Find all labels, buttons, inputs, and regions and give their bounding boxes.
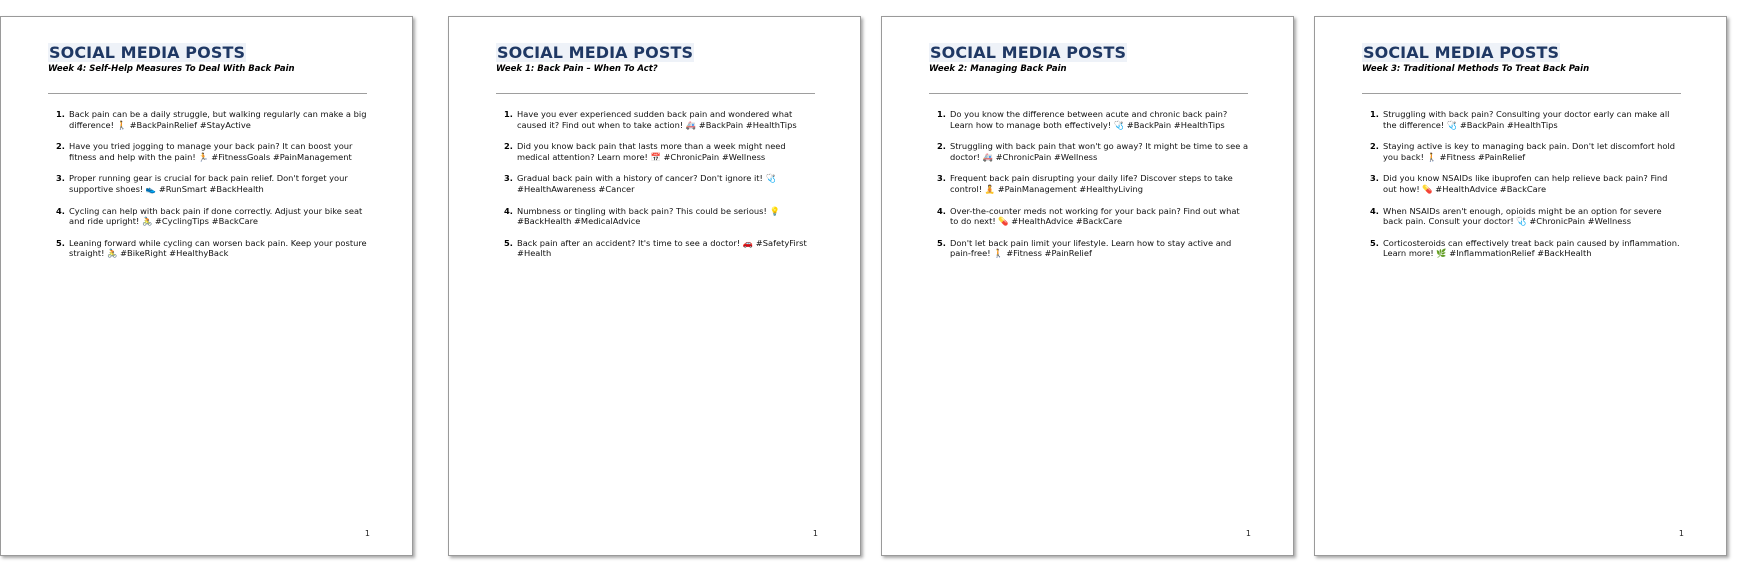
page-title: SOCIAL MEDIA POSTS (930, 43, 1127, 62)
list-item (929, 206, 1250, 227)
list-item (496, 238, 817, 259)
post-text: Cycling can help with back pain if done correctly. Adjust your bike seat and ride upright! 🚴 #CyclingTips #BackCare (69, 205, 363, 227)
list-item (48, 238, 369, 259)
page-subtitle: Week 2: Managing Back Pain (929, 64, 1067, 74)
document-page (881, 16, 1294, 556)
post-number: 4. (937, 205, 946, 216)
post-number: 2. (937, 141, 946, 152)
post-text: Over-the-counter meds not working for your back pain? Find out what to do next! 💊 #HealthAdvice #BackCare (950, 205, 1240, 227)
page-number: 1 (1678, 529, 1684, 538)
page-subtitle: Week 3: Traditional Methods To Treat Back Pain (1362, 64, 1590, 74)
post-number: 5. (56, 237, 65, 248)
list-item (929, 109, 1250, 130)
post-number: 4. (1370, 205, 1379, 216)
list-item (1362, 238, 1683, 259)
divider (929, 93, 1248, 94)
post-number: 3. (1370, 173, 1379, 184)
post-text: Back pain after an accident? It's time to see a doctor! 🚗 #SafetyFirst #Health (517, 237, 807, 259)
post-number: 4. (504, 205, 513, 216)
post-text: Did you know NSAIDs like ibuprofen can help relieve back pain? Find out how! 💊 #HealthAdvice #BackCare (1383, 173, 1668, 194)
divider (48, 93, 367, 94)
divider (1362, 93, 1681, 94)
post-number: 3. (56, 173, 65, 184)
post-number: 1. (1370, 109, 1379, 119)
post-text: Proper running gear is crucial for back pain relief. Don't forget your supportive shoes! 👟 #RunSmart #BackHealth (69, 173, 348, 194)
list-item (1362, 141, 1683, 162)
post-text: When NSAIDs aren't enough, opioids might be an option for severe back pain. Consult your doctor! 🩺 #ChronicPain #Wellness (1383, 205, 1662, 227)
list-item (496, 206, 817, 227)
post-number: 1. (56, 109, 65, 119)
post-number: 2. (1370, 141, 1379, 152)
list-item (48, 206, 369, 227)
post-text: Leaning forward while cycling can worsen back pain. Keep your posture straight! 🚴 #BikeRight #HealthyBack (69, 237, 367, 259)
page-number: 1 (364, 529, 370, 538)
list-item (929, 141, 1250, 162)
post-number: 3. (937, 173, 946, 184)
post-number: 5. (937, 237, 946, 248)
document-page (1314, 16, 1727, 556)
page-subtitle: Week 4: Self-Help Measures To Deal With Back Pain (48, 64, 295, 74)
post-list (929, 109, 1250, 270)
list-item (929, 238, 1250, 259)
list-item (1362, 173, 1683, 194)
list-item (48, 173, 369, 194)
post-list (1362, 109, 1683, 270)
page-title: SOCIAL MEDIA POSTS (49, 43, 246, 62)
post-text: Struggling with back pain that won't go away? It might be time to see a doctor! 🚑 #ChronicPain #Wellness (950, 141, 1249, 162)
post-text: Staying active is key to managing back pain. Don't let discomfort hold you back! 🚶 #Fitness #PainRelief (1383, 141, 1676, 162)
list-item (1362, 109, 1683, 130)
list-item (929, 173, 1250, 194)
post-text: Don't let back pain limit your lifestyle. Learn how to stay active and pain-free! 🚶 #Fitness #PainRelief (950, 237, 1232, 259)
post-number: 5. (504, 237, 513, 248)
post-number: 2. (56, 141, 65, 152)
page-number: 1 (1245, 529, 1251, 538)
post-number: 3. (504, 173, 513, 184)
list-item (48, 141, 369, 162)
post-text: Did you know back pain that lasts more than a week might need medical attention? Learn more! 📅 #ChronicPain #Wellness (517, 141, 786, 162)
page-title: SOCIAL MEDIA POSTS (497, 43, 694, 62)
post-text: Struggling with back pain? Consulting your doctor early can make all the difference! 🩺 #BackPain #HealthTips (1383, 109, 1670, 130)
list-item (48, 109, 369, 130)
post-number: 4. (56, 205, 65, 216)
post-number: 5. (1370, 237, 1379, 248)
post-text: Numbness or tingling with back pain? This could be serious! 💡 #BackHealth #MedicalAdvice (517, 205, 780, 227)
post-list (48, 109, 369, 270)
post-text: Have you ever experienced sudden back pain and wondered what caused it? Find out when to take action! 🚑 #BackPain #HealthTips (517, 109, 797, 130)
list-item (496, 173, 817, 194)
list-item (496, 141, 817, 162)
list-item (1362, 206, 1683, 227)
list-item (496, 109, 817, 130)
post-text: Corticosteroids can effectively treat back pain caused by inflammation. Learn more! 🌿 #InflammationRelief #BackHealth (1383, 237, 1680, 259)
page-subtitle: Week 1: Back Pain – When To Act? (496, 64, 658, 74)
page-title: SOCIAL MEDIA POSTS (1363, 43, 1560, 62)
post-text: Gradual back pain with a history of cancer? Don't ignore it! 🩺 #HealthAwareness #Cancer (517, 173, 776, 194)
post-list (496, 109, 817, 270)
post-text: Back pain can be a daily struggle, but walking regularly can make a big difference! 🚶 #BackPainRelief #StayActive (69, 109, 367, 130)
page-number: 1 (812, 529, 818, 538)
post-text: Have you tried jogging to manage your back pain? It can boost your fitness and help with the pain! 🏃 #FitnessGoals #PainManagement (69, 141, 353, 162)
document-page (448, 16, 861, 556)
post-text: Do you know the difference between acute and chronic back pain? Learn how to manage both effectively! 🩺 #BackPain #HealthTips (950, 109, 1228, 130)
post-text: Frequent back pain disrupting your daily life? Discover steps to take control! 🧘 #PainManagement #HealthyLiving (950, 173, 1233, 194)
divider (496, 93, 815, 94)
post-number: 1. (504, 109, 513, 119)
document-page (0, 16, 413, 556)
post-number: 2. (504, 141, 513, 152)
post-number: 1. (937, 109, 946, 119)
